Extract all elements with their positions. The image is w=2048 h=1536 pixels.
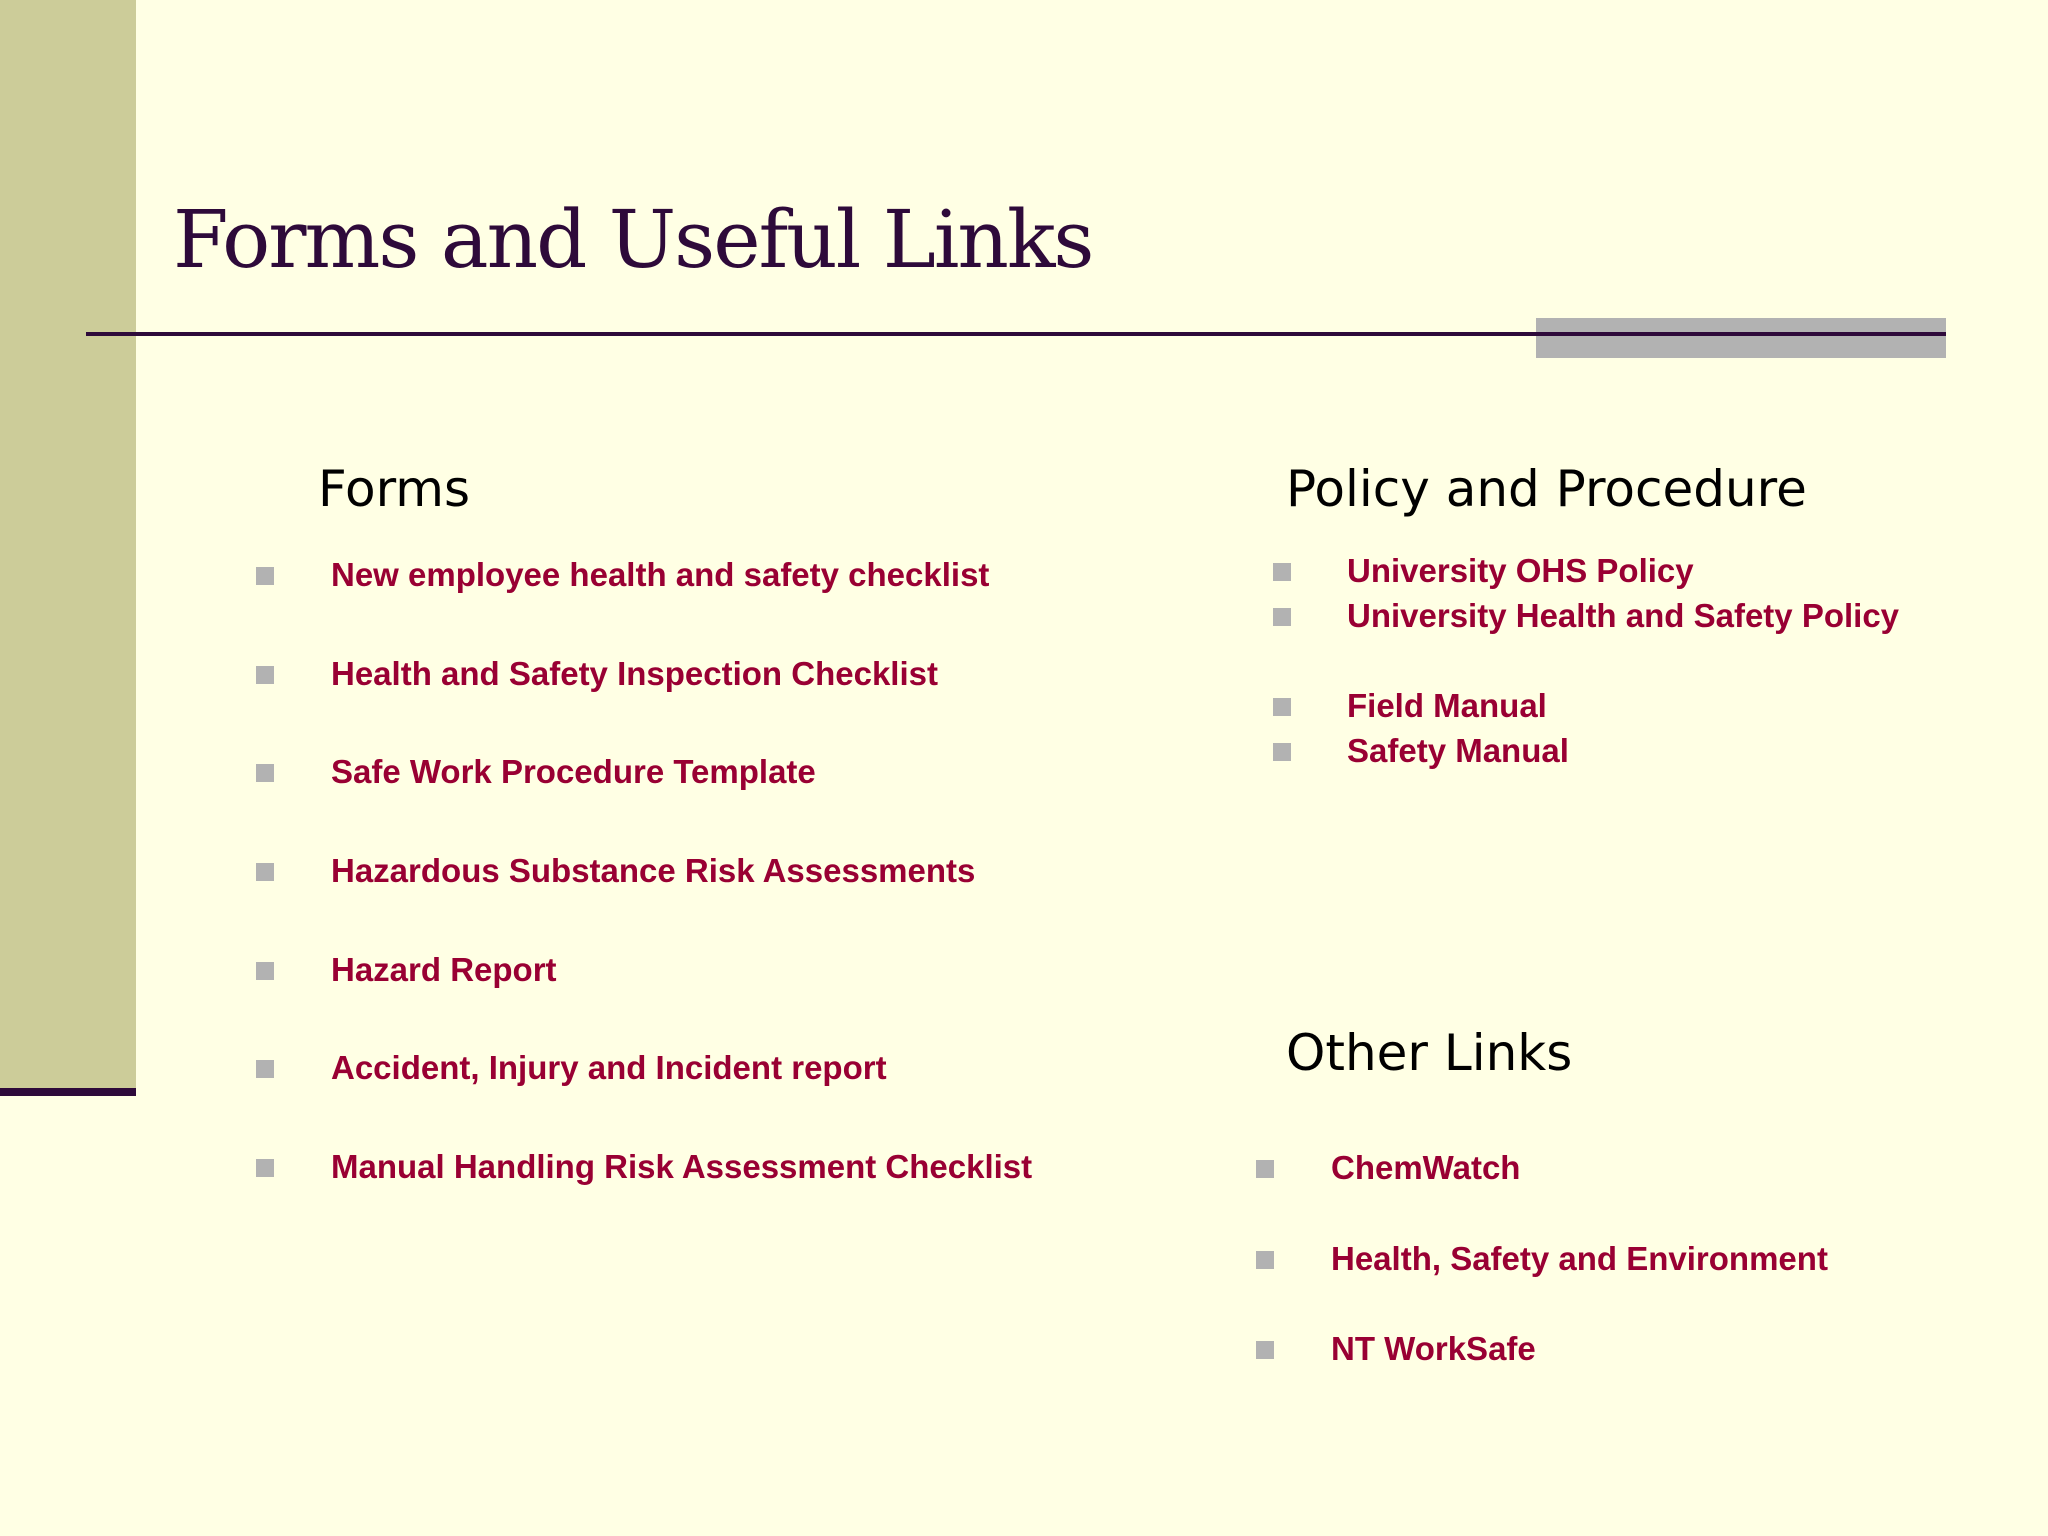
other-link-chemwatch[interactable]: ChemWatch [1331,1149,1521,1186]
square-bullet-icon [256,962,274,980]
square-bullet-icon [1273,608,1291,626]
square-bullet-icon [1256,1160,1274,1178]
title-underline [86,332,1946,336]
policy-link-field-manual[interactable]: Field Manual [1347,687,1547,724]
forms-heading: Forms [318,460,471,518]
policy-link-health-safety-policy[interactable]: University Health and Safety Policy [1347,597,1900,634]
form-link-hazard-report[interactable]: Hazard Report [331,951,557,988]
left-bar-base-line [0,1088,136,1096]
slide-title: Forms and Useful Links [173,193,1093,286]
left-decorative-bar [0,0,136,1088]
form-link-manual-handling[interactable]: Manual Handling Risk Assessment Checklist [331,1148,1033,1185]
square-bullet-icon [1256,1341,1274,1359]
policy-link-ohs-policy[interactable]: University OHS Policy [1347,552,1694,589]
policy-heading: Policy and Procedure [1286,460,1807,518]
title-accent-block [1536,318,1946,358]
policy-link-safety-manual[interactable]: Safety Manual [1347,732,1569,769]
square-bullet-icon [256,764,274,782]
square-bullet-icon [256,567,274,585]
square-bullet-icon [1273,743,1291,761]
square-bullet-icon [256,666,274,684]
other-links-heading: Other Links [1286,1024,1573,1082]
form-link-new-employee-checklist[interactable]: New employee health and safety checklist [331,556,990,593]
square-bullet-icon [1273,698,1291,716]
form-link-incident-report[interactable]: Accident, Injury and Incident report [331,1049,887,1086]
square-bullet-icon [256,1060,274,1078]
other-link-hse[interactable]: Health, Safety and Environment [1331,1240,1828,1277]
square-bullet-icon [1273,563,1291,581]
square-bullet-icon [1256,1251,1274,1269]
square-bullet-icon [256,1159,274,1177]
square-bullet-icon [256,863,274,881]
other-link-nt-worksafe[interactable]: NT WorkSafe [1331,1330,1536,1367]
form-link-inspection-checklist[interactable]: Health and Safety Inspection Checklist [331,655,938,692]
form-link-safe-work-procedure[interactable]: Safe Work Procedure Template [331,753,816,790]
form-link-hazardous-substance[interactable]: Hazardous Substance Risk Assessments [331,852,976,889]
